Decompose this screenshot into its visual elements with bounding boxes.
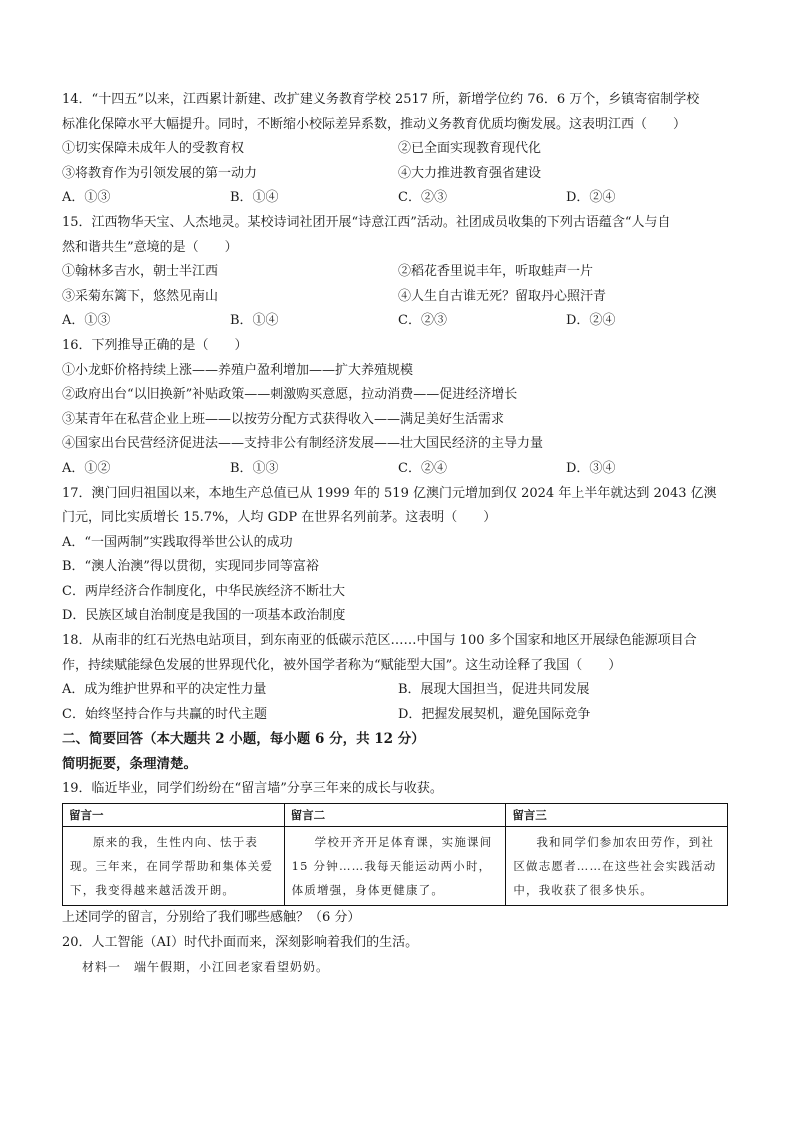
choice-d: D．②④	[566, 313, 616, 329]
question-stem: 门元，同比实质增长 15.7%，人均 GDP 在世界名列前茅。这表明（ ）	[62, 510, 497, 526]
statement-2: ②政府出台“以旧换新”补贴政策——刺激购买意愿，拉动消费——促进经济增长	[62, 387, 518, 403]
choice-c: C．两岸经济合作制度化，中华民族经济不断壮大	[62, 583, 345, 599]
question-stem: 然和谐共生”意境的是（ ）	[62, 239, 238, 255]
question-18	[62, 629, 734, 727]
question-14	[62, 88, 734, 211]
message-cell-3	[506, 827, 728, 906]
choice-a: A．成为维护世界和平的决定性力量	[62, 682, 267, 698]
statement-4: ④人生自古谁无死？留取丹心照汗青	[398, 288, 607, 304]
choice-b: B．展现大国担当，促进共同发展	[398, 682, 590, 698]
choice-d: D．③④	[566, 460, 616, 476]
choice-b: B．①③	[230, 460, 279, 476]
statement-1: ①切实保障未成年人的受教育权	[62, 141, 245, 157]
statement-3: ③将教育作为引领发展的第一动力	[62, 165, 258, 181]
question-stem: 19．临近毕业，同学们纷纷在“留言墙”分享三年来的成长与收获。	[62, 780, 443, 796]
message-cell-2	[284, 827, 506, 906]
choice-d: D．民族区域自治制度是我国的一项基本政治制度	[62, 608, 346, 624]
message-text-3: 我和同学们参加农田劳作，到社区做志愿者……在这些社会实践活动中，我收获了很多快乐。	[513, 835, 717, 898]
question-stem: 15．江西物华天宝、人杰地灵。某校诗词社团开展“诗意江西”活动。社团成员收集的下列古语蕴含“人与自	[62, 214, 671, 230]
question-stem: 17．澳门回归祖国以来，本地生产总值已从 1999 年的 519 亿澳门元增加到仅 2024 年上半年就达到 2043 亿澳	[62, 485, 717, 501]
choice-b: B．①④	[230, 190, 279, 206]
statement-1: ①翰林多吉水，朝士半江西	[62, 264, 219, 280]
choice-a: A．①③	[62, 313, 111, 329]
statement-3: ③采菊东篱下，悠然见南山	[62, 288, 219, 304]
message-header-2: 留言二	[284, 804, 506, 827]
question-prompt: 上述同学的留言，分别给了我们哪些感触？（6 分）	[62, 910, 361, 926]
statement-4: ④大力推进教育强省建设	[398, 165, 542, 181]
section-title: 二、简要回答（本大题共 2 小题，每小题 6 分，共 12 分）	[62, 731, 425, 748]
choice-c: C．②④	[398, 460, 447, 476]
question-15	[62, 211, 734, 334]
statement-2: ②已全面实现教育现代化	[398, 141, 542, 157]
choice-a: A．“一国两制”实践取得举世公认的成功	[62, 534, 293, 550]
question-stem: 16．下列推导正确的是（ ）	[62, 337, 248, 353]
statement-3: ③某青年在私营企业上班——以按劳分配方式获得收入——满足美好生活需求	[62, 411, 505, 427]
question-stem: 18．从南非的红石光热电站项目，到东南亚的低碳示范区……中国与 100 多个国家和地区开展绿色能源项目合	[62, 633, 697, 649]
message-table	[62, 803, 728, 906]
statement-2: ②稻花香里说丰年，听取蛙声一片	[398, 264, 594, 280]
question-stem: 20．人工智能（AI）时代扑面而来，深刻影响着我们的生活。	[62, 934, 419, 950]
choice-d: D．把握发展契机，避免国际竞争	[398, 706, 591, 722]
message-header-1: 留言一	[63, 804, 285, 827]
choice-d: D．②④	[566, 190, 616, 206]
question-20	[62, 931, 734, 980]
question-19	[62, 777, 734, 931]
material-1: 材料一 端午假期，小江回老家看望奶奶。	[82, 960, 330, 975]
choice-c: C．②③	[398, 190, 447, 206]
choice-b: B．①④	[230, 313, 279, 329]
message-header-3: 留言三	[506, 804, 728, 827]
statement-4: ④国家出台民营经济促进法——支持非公有制经济发展——壮大国民经济的主导力量	[62, 436, 544, 452]
choice-b: B．“澳人治澳”得以贯彻，实现同步同等富裕	[62, 559, 319, 575]
question-17	[62, 482, 734, 630]
question-16	[62, 334, 734, 482]
choice-c: C．②③	[398, 313, 447, 329]
question-stem: 作，持续赋能绿色发展的世界现代化，被外国学者称为“赋能型大国”。这生动诠释了我国（ ）	[62, 657, 622, 673]
statement-1: ①小龙虾价格持续上涨——养殖户盈利增加——扩大养殖规模	[62, 362, 414, 378]
message-text-1: 原来的我，生性内向、怯于表现。三年来，在同学帮助和集体关爱下，我变得越来越活泼开朗。	[70, 835, 274, 898]
choice-a: A．①②	[62, 460, 111, 476]
message-cell-1	[63, 827, 285, 906]
question-stem: 标准化保障水平大幅提升。同时，不断缩小校际差异系数，推动义务教育优质均衡发展。这表明江西（ ）	[62, 116, 687, 132]
message-text-2: 学校开齐开足体育课，实施课间 15 分钟……我每天能运动两小时，体质增强，身体更健康了。	[291, 835, 493, 898]
choice-c: C．始终坚持合作与共赢的时代主题	[62, 706, 267, 722]
exam-page	[62, 88, 734, 980]
question-stem: 14．“十四五”以来，江西累计新建、改扩建义务教育学校 2517 所，新增学位约 76．6 万个，乡镇寄宿制学校	[62, 92, 700, 107]
choice-a: A．①③	[62, 190, 111, 206]
section-instruction: 简明扼要，条理清楚。	[62, 756, 197, 773]
